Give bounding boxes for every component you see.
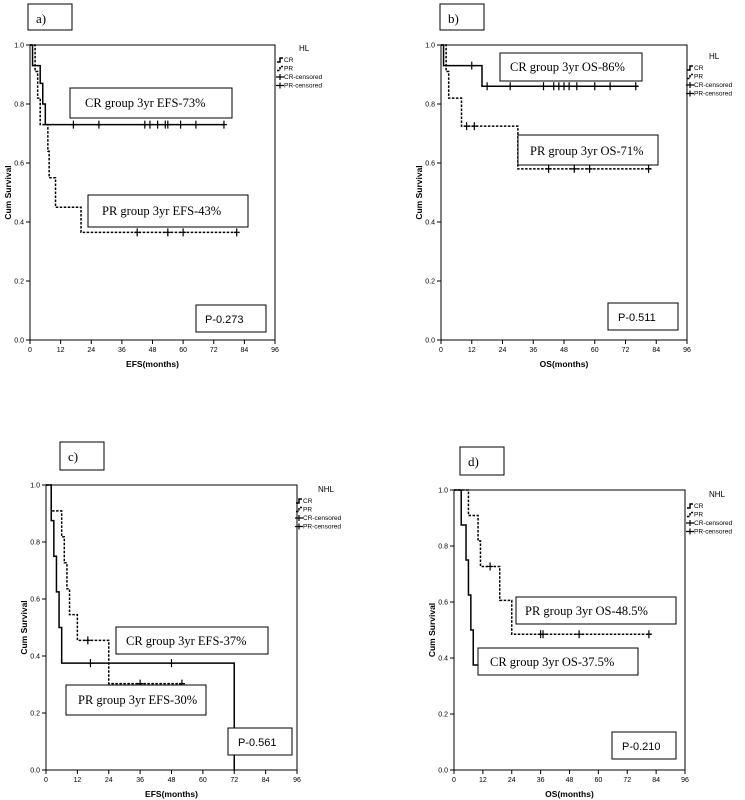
legend-label-a-1: PR <box>284 65 294 73</box>
panel-label-box-a <box>28 4 72 30</box>
legend-label-b-0: CR <box>694 65 704 72</box>
legend-title-c: NHL <box>318 485 335 494</box>
x-tick-label-c-4: 48 <box>167 777 176 784</box>
x-tick-label-d-0: 0 <box>452 777 456 784</box>
x-tick-label-a-4: 48 <box>148 347 157 354</box>
censor-mark-cr-a-0 <box>70 121 76 129</box>
x-tick-label-a-2: 24 <box>87 347 96 354</box>
x-tick-label-c-6: 72 <box>230 777 239 784</box>
legend-swatch-a-1 <box>277 67 283 71</box>
y-tick-label-a-0: 0.0 <box>14 337 24 345</box>
legend-swatch-a-3 <box>276 83 284 89</box>
legend-label-b-3: PR-censored <box>694 90 732 98</box>
censor-mark-cr-a-7 <box>178 121 184 129</box>
x-tick-label-a-7: 84 <box>240 347 249 354</box>
y-tick-label-d-4: 0.8 <box>438 543 448 551</box>
x-tick-label-c-8: 96 <box>293 777 301 784</box>
pvalue-text-a: P-0.273 <box>205 314 244 326</box>
x-tick-label-c-3: 36 <box>136 777 145 784</box>
censor-mark-cr-b-2 <box>507 82 513 90</box>
y-axis-label-b: Cum Survival <box>414 165 424 220</box>
panel-label-c: c) <box>68 449 79 464</box>
x-tick-label-d-5: 60 <box>594 777 603 784</box>
y-tick-label-b-5: 1.0 <box>425 42 435 50</box>
censor-mark-pr-b-2 <box>546 165 552 173</box>
x-tick-label-b-4: 48 <box>560 347 568 354</box>
censor-mark-cr-b-0 <box>469 62 475 70</box>
x-tick-label-d-7: 84 <box>652 777 661 784</box>
y-tick-label-b-0: 0.0 <box>425 337 435 345</box>
legend-swatch-b-0 <box>687 66 693 70</box>
annotation-text-d-0: PR group 3yr OS-48.5% <box>525 604 648 618</box>
x-tick-label-a-0: 0 <box>28 347 32 354</box>
y-axis-label-c: Cum Survival <box>19 600 29 655</box>
series-cr-line-d <box>454 490 630 665</box>
legend-title-b: HL <box>709 52 720 61</box>
censor-mark-cr-b-10 <box>607 82 613 90</box>
x-tick-label-b-1: 12 <box>467 347 476 354</box>
y-tick-label-d-0: 0.0 <box>438 767 448 775</box>
legend-label-d-0: CR <box>694 503 704 510</box>
y-tick-label-c-1: 0.2 <box>30 710 40 718</box>
annotation-text-d-1: CR group 3yr OS-37.5% <box>490 655 615 669</box>
legend-swatch-d-2 <box>686 520 694 526</box>
censor-mark-cr-b-3 <box>541 82 547 90</box>
legend-label-d-2: CR-censored <box>694 520 733 527</box>
panel-label-d: d) <box>468 454 479 469</box>
annotation-text-c-0: CR group 3yr EFS-37% <box>126 634 247 648</box>
x-axis-label-a: EFS(months) <box>126 359 179 369</box>
y-tick-label-c-4: 0.8 <box>30 539 40 547</box>
y-tick-label-b-4: 0.8 <box>425 101 435 109</box>
legend-label-d-3: PR-censored <box>694 528 732 536</box>
censor-mark-pr-d-0 <box>487 562 493 570</box>
x-tick-label-a-1: 12 <box>56 347 65 354</box>
legend-swatch-a-0 <box>277 58 283 62</box>
y-tick-label-a-5: 1.0 <box>14 42 24 50</box>
panel-label-box-d <box>460 447 504 475</box>
legend-swatch-b-1 <box>687 75 693 79</box>
x-tick-label-a-8: 96 <box>271 347 279 354</box>
censor-mark-pr-b-5 <box>646 165 652 173</box>
x-tick-label-d-4: 48 <box>565 777 574 784</box>
x-tick-label-b-2: 24 <box>498 347 507 354</box>
censor-mark-pr-b-3 <box>571 165 577 173</box>
legend-swatch-d-1 <box>687 513 693 517</box>
x-tick-label-b-8: 96 <box>683 347 691 354</box>
panel-c <box>19 442 342 799</box>
censor-mark-cr-b-7 <box>566 82 572 90</box>
censor-mark-cr-a-1 <box>96 121 102 129</box>
legend-swatch-c-3 <box>295 524 303 530</box>
censor-mark-pr-b-4 <box>587 165 593 173</box>
x-tick-label-a-5: 60 <box>179 347 188 354</box>
panel-label-box-c <box>60 442 104 470</box>
legend-label-a-0: CR <box>284 57 294 64</box>
annotation-text-a-0: CR group 3yr EFS-73% <box>85 96 206 110</box>
x-axis-label-b: OS(months) <box>539 359 589 369</box>
legend-swatch-a-2 <box>276 74 284 80</box>
censor-mark-cr-a-2 <box>142 121 148 129</box>
censor-mark-cr-a-4 <box>155 121 161 129</box>
x-tick-label-d-3: 36 <box>536 777 545 784</box>
plot-frame-d <box>454 490 685 770</box>
y-tick-label-a-1: 0.2 <box>14 278 24 286</box>
x-axis-label-d: OS(months) <box>545 789 594 799</box>
y-tick-label-b-1: 0.2 <box>425 278 435 286</box>
x-tick-label-c-7: 84 <box>261 777 270 784</box>
legend-title-d: NHL <box>709 490 726 499</box>
pvalue-text-b: P-0.511 <box>618 312 656 324</box>
legend-label-a-2: CR-censored <box>284 74 323 81</box>
y-tick-label-a-4: 0.8 <box>14 101 24 109</box>
x-tick-label-b-5: 60 <box>590 347 599 354</box>
censor-mark-pr-d-3 <box>576 630 582 638</box>
censor-mark-pr-a-1 <box>165 228 171 236</box>
y-tick-label-c-3: 0.6 <box>30 596 40 604</box>
censor-mark-pr-a-3 <box>234 228 240 236</box>
y-tick-label-c-0: 0.0 <box>30 767 40 775</box>
y-tick-label-d-2: 0.4 <box>438 655 448 663</box>
censor-mark-cr-b-11 <box>633 82 639 90</box>
censor-mark-cr-c-1 <box>169 659 175 667</box>
panel-b <box>414 4 733 369</box>
legend-label-c-0: CR <box>303 498 313 505</box>
x-tick-label-b-7: 84 <box>652 347 661 354</box>
annotation-text-b-1: PR group 3yr OS-71% <box>530 144 644 158</box>
censor-mark-cr-a-9 <box>221 121 227 129</box>
y-axis-label-d: Cum Survival <box>427 602 437 658</box>
y-tick-label-c-5: 1.0 <box>30 482 40 490</box>
panel-a <box>3 4 323 369</box>
censor-mark-pr-a-0 <box>134 228 140 236</box>
x-tick-label-a-3: 36 <box>117 347 126 354</box>
x-tick-label-c-2: 24 <box>104 777 113 784</box>
panel-d <box>427 447 733 799</box>
censor-mark-cr-c-0 <box>87 659 93 667</box>
x-tick-label-c-0: 0 <box>44 777 48 784</box>
annotation-text-c-1: PR group 3yr EFS-30% <box>78 693 198 707</box>
y-tick-label-d-3: 0.6 <box>438 599 448 607</box>
y-tick-label-a-2: 0.4 <box>14 219 24 227</box>
legend-swatch-d-0 <box>687 504 693 508</box>
censor-mark-pr-c-0 <box>85 636 91 644</box>
censor-mark-cr-b-8 <box>574 82 580 90</box>
legend-label-c-2: CR-censored <box>303 515 342 522</box>
pvalue-text-d: P-0.210 <box>622 741 661 753</box>
x-tick-label-b-6: 72 <box>621 347 630 354</box>
censor-mark-cr-b-4 <box>551 82 557 90</box>
censor-mark-cr-b-5 <box>556 82 562 90</box>
y-tick-label-b-3: 0.6 <box>425 160 435 168</box>
censor-mark-cr-b-1 <box>484 82 490 90</box>
annotation-text-a-1: PR group 3yr EFS-43% <box>102 204 222 218</box>
x-tick-label-d-6: 72 <box>623 777 632 784</box>
legend-label-c-3: PR-censored <box>303 523 341 531</box>
censor-mark-pr-b-1 <box>471 122 477 130</box>
censor-mark-pr-a-2 <box>180 228 186 236</box>
censor-mark-cr-a-3 <box>147 121 153 129</box>
x-tick-label-c-1: 12 <box>73 777 82 784</box>
legend-label-b-2: CR-censored <box>694 82 733 89</box>
legend-label-a-3: PR-censored <box>284 82 322 90</box>
censor-mark-cr-b-6 <box>561 82 567 90</box>
legend-label-c-1: PR <box>303 506 313 514</box>
x-tick-label-c-5: 60 <box>198 777 207 784</box>
panel-label-box-b <box>440 4 484 30</box>
x-axis-label-c: EFS(months) <box>145 789 198 799</box>
y-axis-label-a: Cum Survival <box>3 165 13 220</box>
x-tick-label-a-6: 72 <box>209 347 218 354</box>
censor-mark-pr-d-4 <box>646 630 652 638</box>
annotation-text-b-0: CR group 3yr OS-86% <box>510 60 625 74</box>
y-tick-label-d-5: 1.0 <box>438 487 448 495</box>
y-tick-label-b-2: 0.4 <box>425 219 435 227</box>
panel-label-b: b) <box>448 11 459 26</box>
y-tick-label-c-2: 0.4 <box>30 653 40 661</box>
pvalue-text-c: P-0.561 <box>238 737 277 749</box>
legend-swatch-c-2 <box>295 515 303 521</box>
x-tick-label-d-2: 24 <box>507 777 516 784</box>
censor-mark-cr-b-9 <box>592 82 598 90</box>
legend-swatch-d-3 <box>686 529 694 535</box>
x-tick-label-d-8: 96 <box>681 777 689 784</box>
y-tick-label-d-1: 0.2 <box>438 711 448 719</box>
x-tick-label-d-1: 12 <box>478 777 487 784</box>
censor-mark-pr-b-0 <box>464 122 470 130</box>
x-tick-label-b-0: 0 <box>439 347 443 354</box>
y-tick-label-a-3: 0.6 <box>14 160 24 168</box>
legend-label-b-1: PR <box>694 73 704 81</box>
panel-label-a: a) <box>36 11 47 26</box>
legend-title-a: HL <box>299 44 310 53</box>
legend-label-d-1: PR <box>694 511 704 519</box>
censor-mark-cr-a-8 <box>193 121 199 129</box>
x-tick-label-b-3: 36 <box>529 347 538 354</box>
